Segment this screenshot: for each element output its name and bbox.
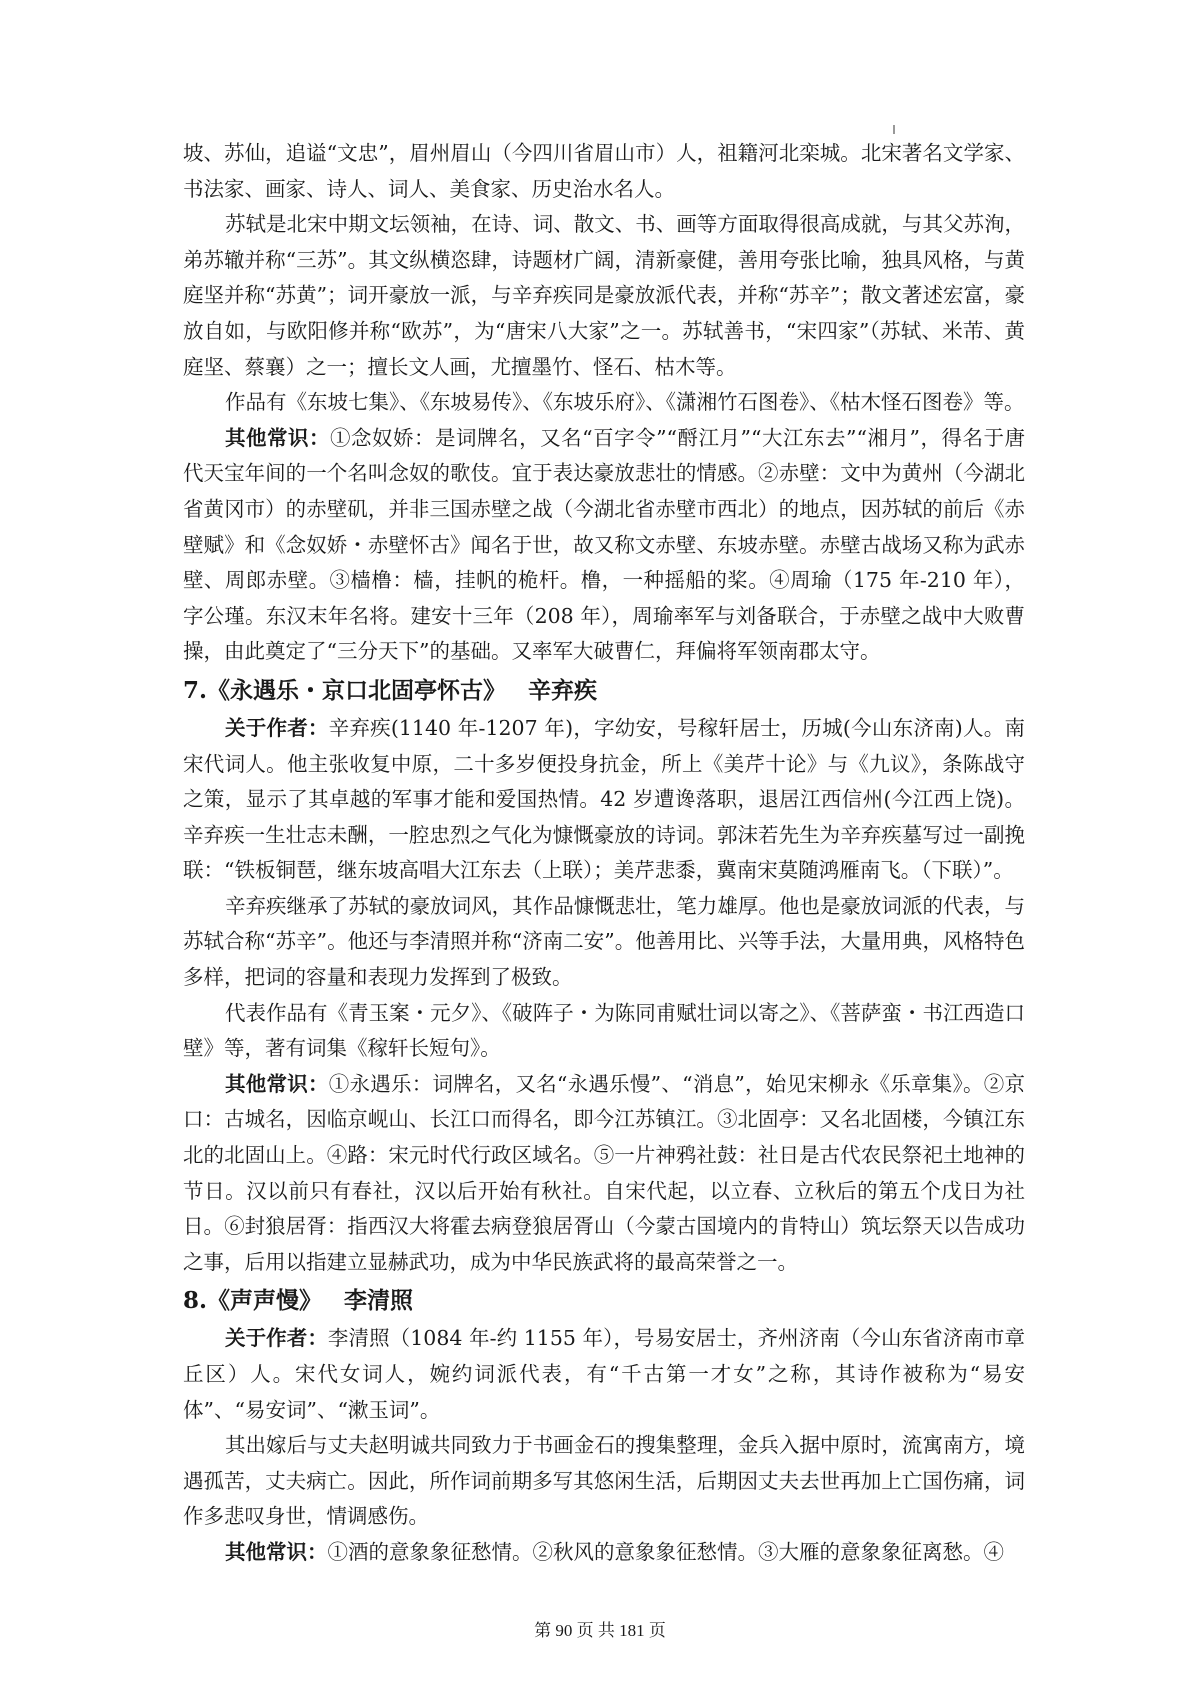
paragraph-text: ①酒的意象象征愁情。②秋风的意象象征愁情。③大雁的意象象征离愁。④ bbox=[327, 1539, 1004, 1564]
paragraph-1: 坡、苏仙，追谥“文忠”，眉州眉山（今四川省眉山市）人，祖籍河北栾城。北宋著名文学家、书法家、画家、诗人、词人、美食家、历史治水名人。 bbox=[183, 141, 1025, 201]
paragraph-10: 其出嫁后与丈夫赵明诚共同致力于书画金石的搜集整理，金兵入据中原时，流寓南方，境遇孤苦，丈夫病亡。因此，所作词前期多写其悠闲生活，后期因丈夫去世再加上亡国伤痛，词作多悲叹身世，情调感伤。 bbox=[183, 1433, 1025, 1529]
paragraph-text: 辛弃疾(1140 年-1207 年)，字幼安，号稼轩居士，历城(今山东济南)人。南宋代词人。他主张收复中原，二十多岁便投身抗金，所上《美芹十论》与《九议》，条陈战守之策，显示了其卓越的军事才能和爱国热情。42 岁遭谗落职，退居江西信州(今江西上饶)。辛弃疾一生壮志未酬，一腔忠烈之气化为慷慨豪放的诗词。郭沫若先生为辛弃疾墓写过一副挽联：“铁板铜琶，继东坡高唱大江东去（上联）；美芹悲黍，冀南宋莫随鸿雁南飞。（下联）”。 bbox=[183, 715, 1025, 883]
heading-title: 7.《永遇乐・京口北固亭怀古》 bbox=[183, 676, 507, 704]
page-footer: 第 90 页 共 181 页 bbox=[534, 1621, 666, 1640]
paragraph-4 bbox=[183, 421, 1025, 670]
paragraph-9 bbox=[183, 1321, 1025, 1428]
lead-label: 关于作者： bbox=[225, 1326, 328, 1351]
paragraph-7: 代表作品有《青玉案・元夕》、《破阵子・为陈同甫赋壮词以寄之》、《菩萨蛮・书江西造口壁》等，著有词集《稼轩长短句》。 bbox=[183, 1000, 1025, 1061]
section-heading-8 bbox=[183, 1282, 1025, 1320]
lead-label: 关于作者： bbox=[225, 715, 329, 740]
heading-author: 辛弃疾 bbox=[528, 676, 598, 704]
lead-label: 其他常识： bbox=[225, 1539, 328, 1564]
heading-title: 8.《声声慢》 bbox=[183, 1287, 323, 1315]
paragraph-3: 作品有《东坡七集》、《东坡易传》、《东坡乐府》、《潇湘竹石图卷》、《枯木怪石图卷》等。 bbox=[225, 390, 1025, 415]
lead-label: 其他常识： bbox=[225, 425, 331, 450]
paragraph-text: 李清照（1084 年-约 1155 年），号易安居士，齐州济南（今山东省济南市章丘区）人。宋代女词人，婉约词派代表，有“千古第一才女”之称，其诗作被称为“易安体”、“易安词”、“漱玉词”。 bbox=[183, 1326, 1025, 1422]
paragraph-6: 辛弃疾继承了苏轼的豪放词风，其作品慷慨悲壮，笔力雄厚。他也是豪放词派的代表，与苏轼合称“苏辛”。他还与李清照并称“济南二安”。他善用比、兴等手法，大量用典，风格特色多样，把词的容量和表现力发挥到了极致。 bbox=[183, 893, 1025, 990]
paragraph-text: ①永遇乐：词牌名，又名“永遇乐慢”、“消息”，始见宋柳永《乐章集》。②京口：古城名，因临京岘山、长江口而得名，即今江苏镇江。③北固亭：又名北固楼，今镇江东北的北固山上。④路：宋元时代行政区域名。⑤一片神鸦社鼓：社日是古代农民祭祀土地神的节日。汉以前只有春社，汉以后开始有秋社。自宋代起，以立春、立秋后的第五个戊日为社日。⑥封狼居胥：指西汉大将霍去病登狼居胥山（今蒙古国境内的肯特山）筑坛祭天以告成功之事，后用以指建立显赫武功，成为中华民族武将的最高荣誉之一。 bbox=[183, 1071, 1026, 1274]
heading-author: 李清照 bbox=[344, 1287, 414, 1315]
lead-label: 其他常识： bbox=[225, 1071, 329, 1096]
section-heading-7 bbox=[183, 672, 1025, 710]
paragraph-text: ①念奴娇：是词牌名，又名“百字令”“酹江月”“大江东去”“湘月”，得名于唐代天宝年间的一个名叫念奴的歌伎。宜于表达豪放悲壮的情感。②赤壁：文中为黄州（今湖北省黄冈市）的赤壁矶，并非三国赤壁之战（今湖北省赤壁市西北）的地点，因苏轼的前后《赤壁赋》和《念奴娇・赤壁怀古》闻名于世，故又称文赤壁、东坡赤壁。赤壁古战场又称为武赤壁、周郎赤壁。③樯橹：樯，挂帆的桅杆。橹，一种摇船的桨。④周瑜（175 年-210 年），字公瑾。东汉末年名将。建安十三年（208 年），周瑜率军与刘备联合，于赤壁之战中大败曹操，由此奠定了“三分天下”的基础。又率军大破曹仁，拜偏将军领南郡太守。 bbox=[183, 425, 1026, 664]
paragraph-8 bbox=[183, 1067, 1025, 1281]
paragraph-11 bbox=[183, 1535, 1025, 1571]
paragraph-5 bbox=[183, 711, 1025, 889]
paragraph-2: 苏轼是北宋中期文坛领袖，在诗、词、散文、书、画等方面取得很高成就，与其父苏洵，弟苏辙并称“三苏”。其文纵横恣肆，诗题材广阔，清新豪健，善用夸张比喻，独具风格，与黄庭坚并称“苏黄”；词开豪放一派，与辛弃疾同是豪放派代表，并称“苏辛”；散文著述宏富，豪放自如，与欧阳修并称“欧苏”，为“唐宋八大家”之一。苏轼善书，“宋四家”（苏轼、米芾、黄庭坚、蔡襄）之一；擅长文人画，尤擅墨竹、怪石、枯木等。 bbox=[183, 212, 1025, 379]
page-content bbox=[183, 136, 1025, 1571]
scan-mark bbox=[893, 125, 895, 134]
